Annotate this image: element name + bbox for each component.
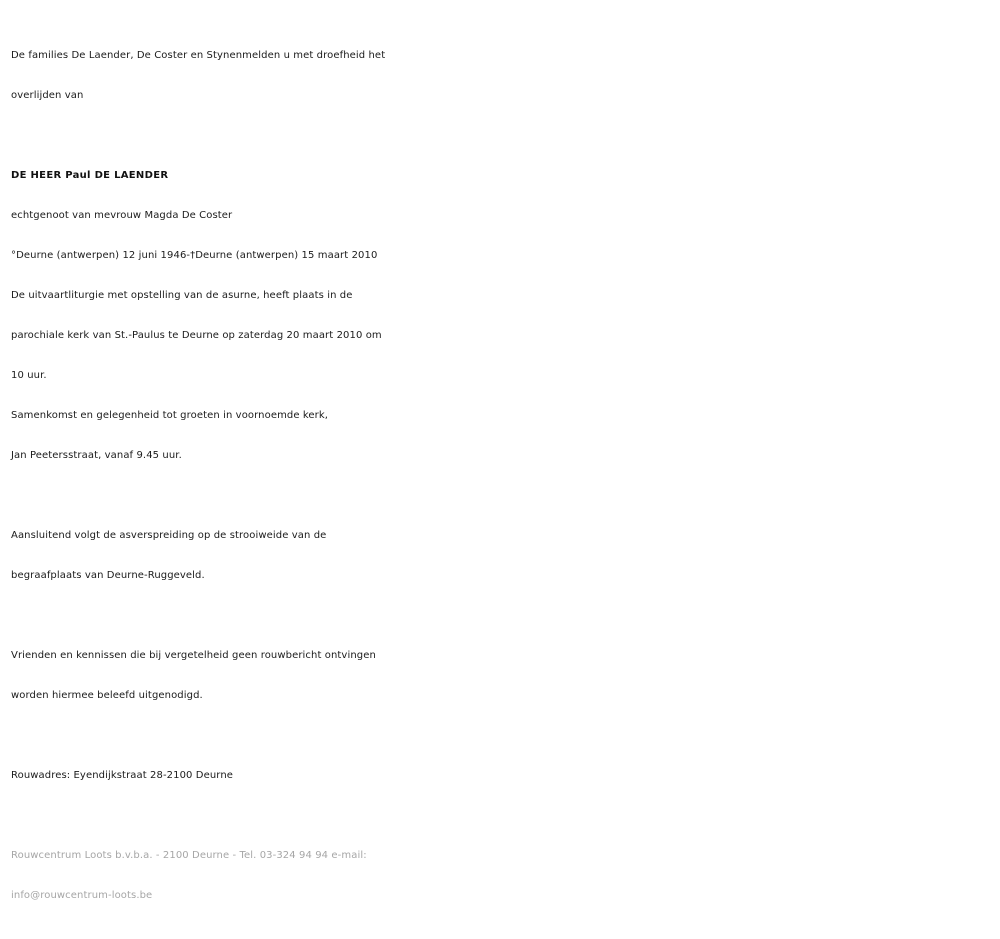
- invitation-line-2: worden hiermee beleefd uitgenodigd.: [11, 690, 203, 701]
- invitation-line-1: Vrienden en kennissen die bij vergetelheid geen rouwbericht ontvingen: [11, 650, 376, 661]
- spouse-line: echtgenoot van mevrouw Magda De Coster: [11, 210, 233, 221]
- mourning-address: Rouwadres: Eyendijkstraat 28-2100 Deurne: [11, 770, 234, 781]
- spacer: [11, 596, 996, 636]
- funeral-home-contact: Rouwcentrum Loots b.v.b.a. - 2100 Deurne - Tel. 03-324 94 94 e-mail:: [11, 850, 367, 861]
- birth-death-dates: °Deurne (antwerpen) 12 juni 1946-†Deurne (antwerpen) 15 maart 2010: [11, 250, 378, 261]
- ceremony-line-5: Jan Peetersstraat, vanaf 9.45 uur.: [11, 450, 182, 461]
- ceremony-line-4: Samenkomst en gelegenheid tot groeten in voornoemde kerk,: [11, 410, 329, 421]
- scattering-line-2: begraafplaats van Deurne-Ruggeveld.: [11, 570, 205, 581]
- scattering-line-1: Aansluitend volgt de asverspreiding op de strooiweide van de: [11, 530, 327, 541]
- intro-line-2: overlijden van: [11, 90, 84, 101]
- intro-line-1: De families De Laender, De Coster en Stynenmelden u met droefheid het: [11, 50, 386, 61]
- spacer: [11, 796, 996, 836]
- obituary-notice: [11, 36, 996, 916]
- deceased-name: DE HEER Paul DE LAENDER: [11, 170, 169, 181]
- ceremony-line-1: De uitvaartliturgie met opstelling van de asurne, heeft plaats in de: [11, 290, 353, 301]
- ceremony-line-3: 10 uur.: [11, 370, 47, 381]
- spacer: [11, 476, 996, 516]
- spacer: [11, 716, 996, 756]
- ceremony-line-2: parochiale kerk van St.-Paulus te Deurne op zaterdag 20 maart 2010 om: [11, 330, 382, 341]
- funeral-home-email: info@rouwcentrum-loots.be: [11, 890, 153, 901]
